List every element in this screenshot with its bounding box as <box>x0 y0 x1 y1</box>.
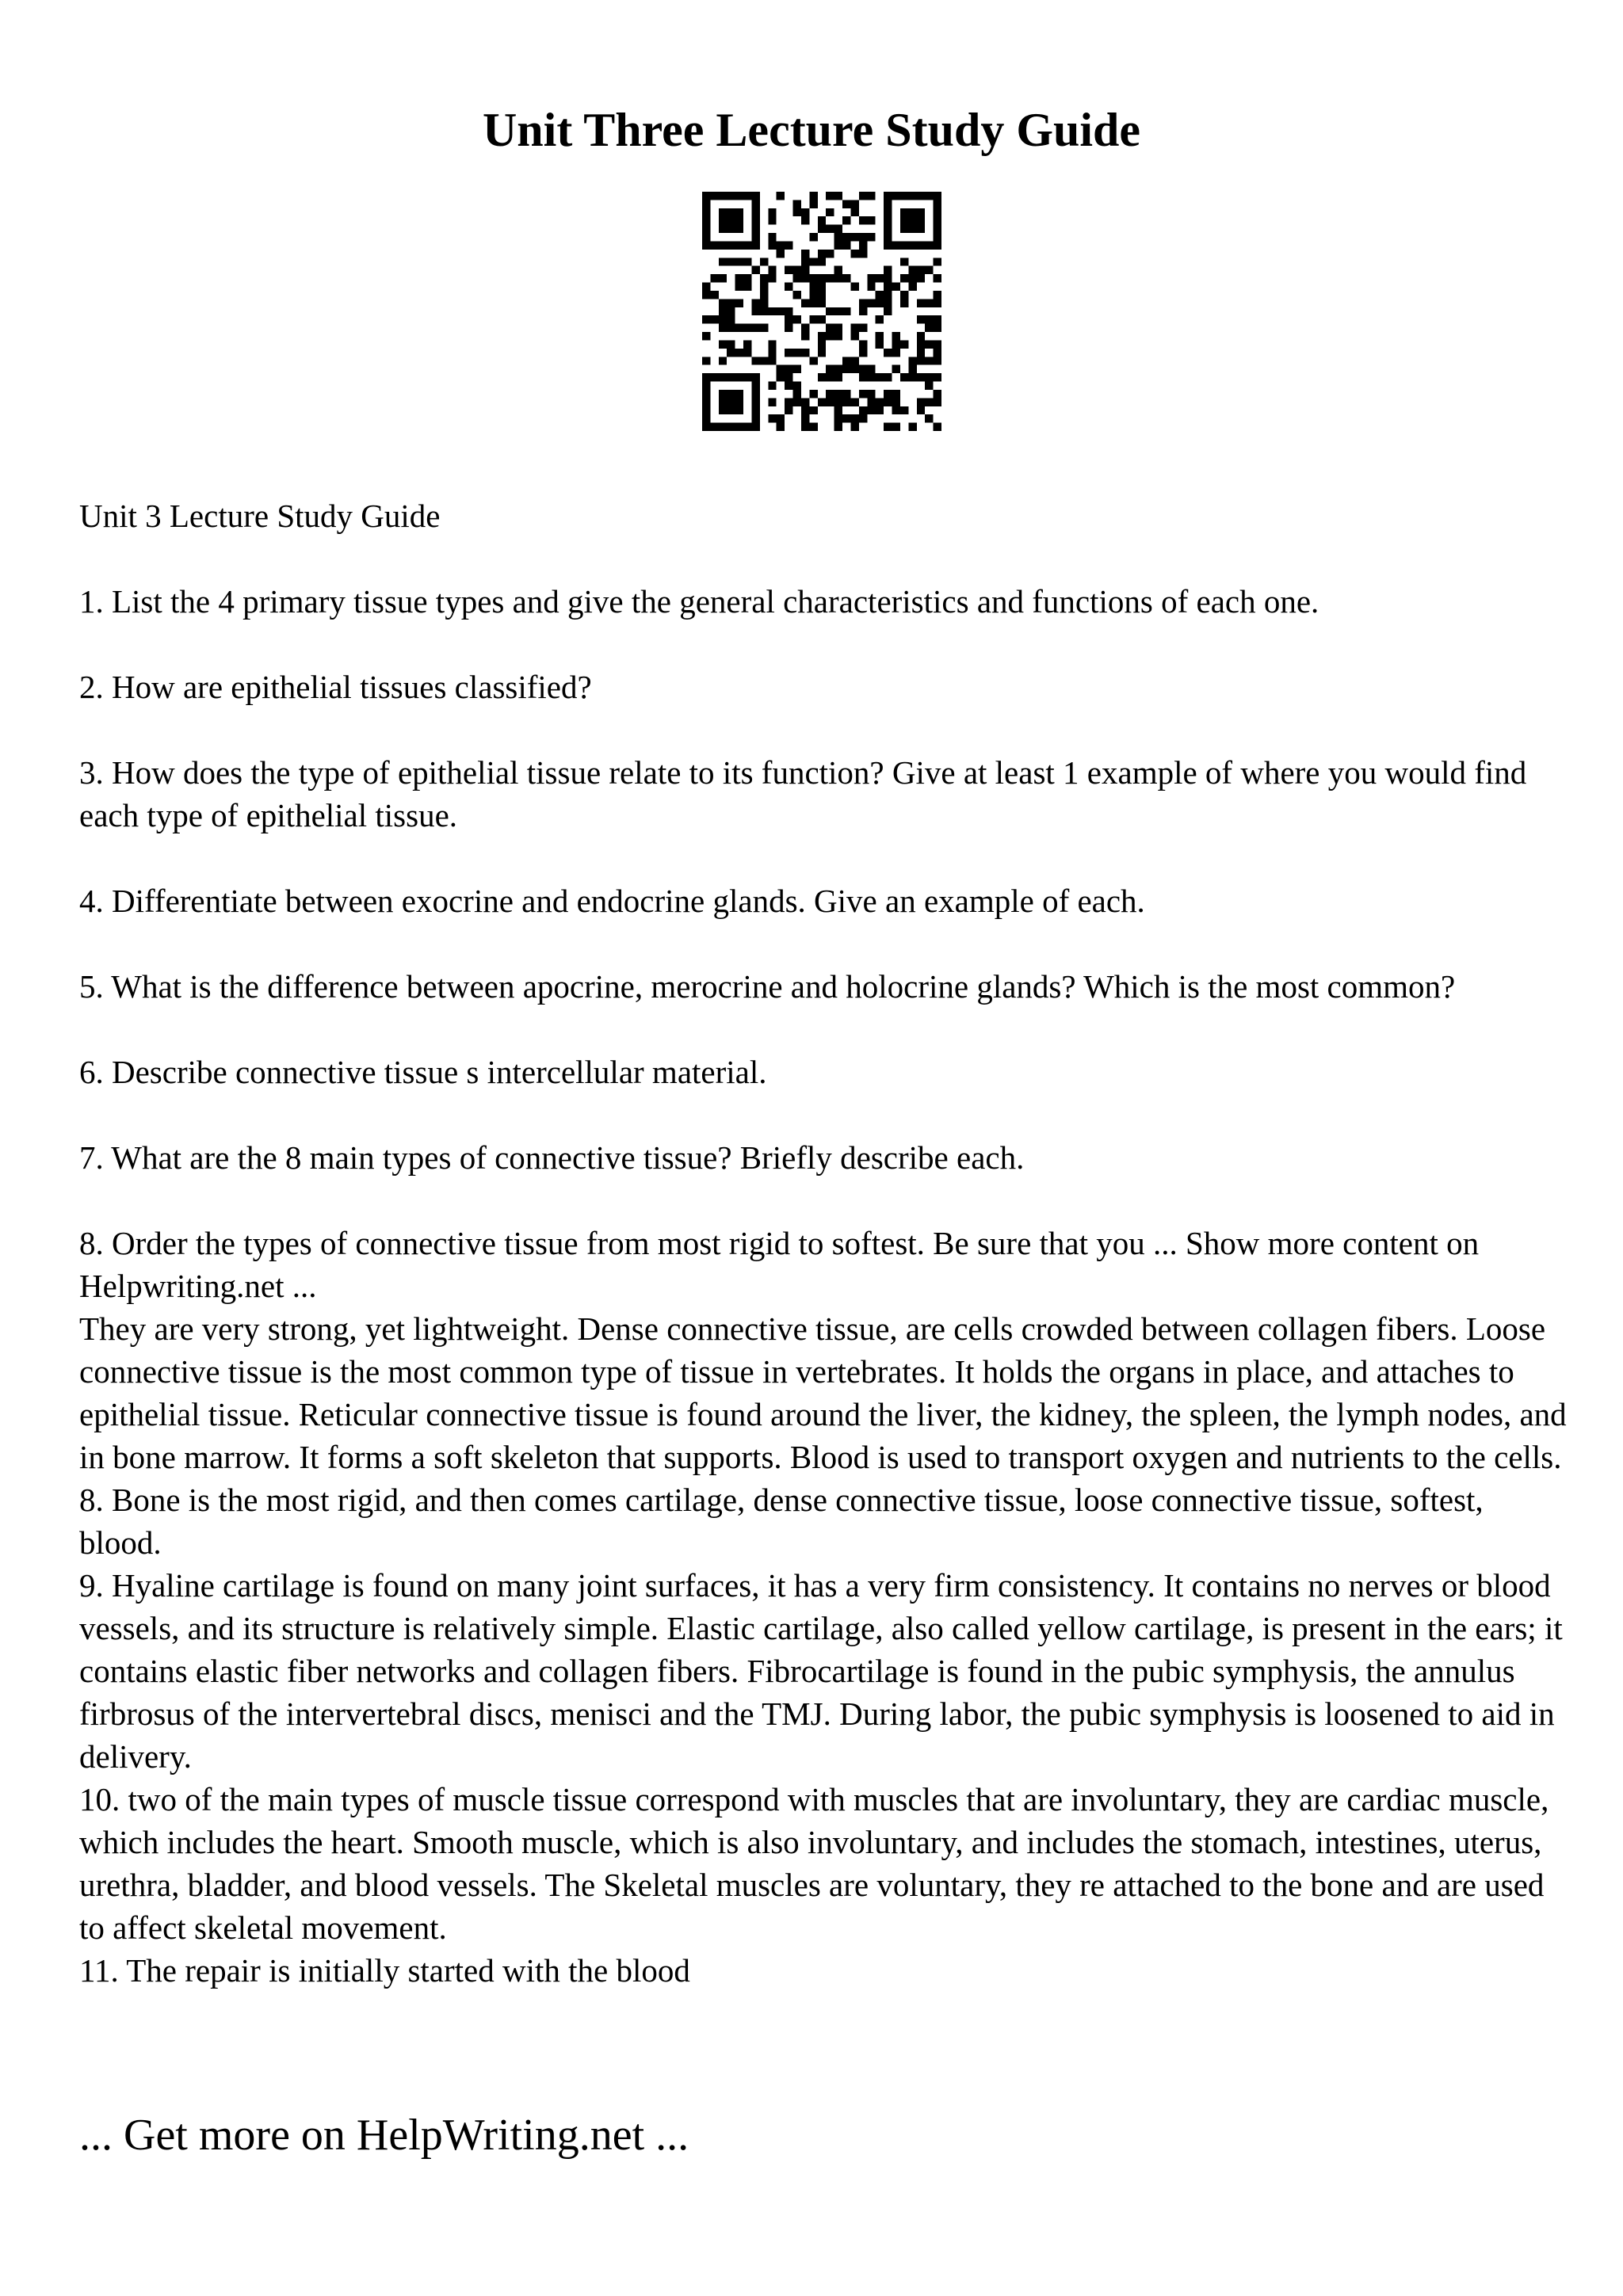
question-6: 6. Describe connective tissue s intercellular material. <box>79 1054 767 1090</box>
question-3: 3. How does the type of epithelial tissue relate to its function? Give at least 1 example of where you would find each type of epithelial tissue. <box>79 754 1527 833</box>
document-body <box>79 494 1569 1992</box>
answer-paragraph: 10. two of the main types of muscle tissue correspond with muscles that are involuntary, they are cardiac muscle, which includes the heart. Smooth muscle, which is also involuntary, and includes the stomach, intestines, uterus, urethra, bladder, and blood vessels. The Skeletal muscles are voluntary, they re attached to the bone and are used to affect skeletal movement. <box>79 1781 1549 1946</box>
document-title: Unit Three Lecture Study Guide <box>482 104 1141 156</box>
question-1: 1. List the 4 primary tissue types and give the general characteristics and functions of each one. <box>79 583 1319 620</box>
answer-paragraph: 8. Bone is the most rigid, and then comes cartilage, dense connective tissue, loose connective tissue, softest, blood. <box>79 1482 1484 1561</box>
question-8: 8. Order the types of connective tissue from most rigid to softest. Be sure that you ... Show more content on Helpwriting.net ... <box>79 1225 1480 1304</box>
footer-link[interactable]: ... Get more on HelpWriting.net ... <box>79 2111 689 2160</box>
answer-paragraph: 9. Hyaline cartilage is found on many joint surfaces, it has a very firm consistency. It contains no nerves or blood vessels, and its structure is relatively simple. Elastic cartilage, also called yellow cartilage, is present in the ears; it contains elastic fiber networks and collagen fibers. Fibrocartilage is found in the pubic symphysis, the annulus firbrosus of the intervertebral discs, menisci and the TMJ. During labor, the pubic symphysis is loosened to aid in delivery. <box>79 1567 1563 1775</box>
answer-paragraph: 11. The repair is initially started with the blood <box>79 1952 690 1989</box>
question-5: 5. What is the difference between apocrine, merocrine and holocrine glands? Which is the most common? <box>79 968 1456 1005</box>
question-2: 2. How are epithelial tissues classified? <box>79 669 592 705</box>
question-4: 4. Differentiate between exocrine and endocrine glands. Give an example of each. <box>79 883 1145 919</box>
subheading: Unit 3 Lecture Study Guide <box>79 498 441 534</box>
qr-code-icon <box>702 192 941 431</box>
question-7: 7. What are the 8 main types of connective tissue? Briefly describe each. <box>79 1139 1025 1176</box>
answer-paragraph: They are very strong, yet lightweight. Dense connective tissue, are cells crowded between collagen fibers. Loose connective tissue is the most common type of tissue in vertebrates. It holds the organs in place, and attaches to epithelial tissue. Reticular connective tissue is found around the liver, the kidney, the spleen, the lymph nodes, and in bone marrow. It forms a soft skeleton that supports. Blood is used to transport oxygen and nutrients to the cells. <box>79 1310 1567 1475</box>
